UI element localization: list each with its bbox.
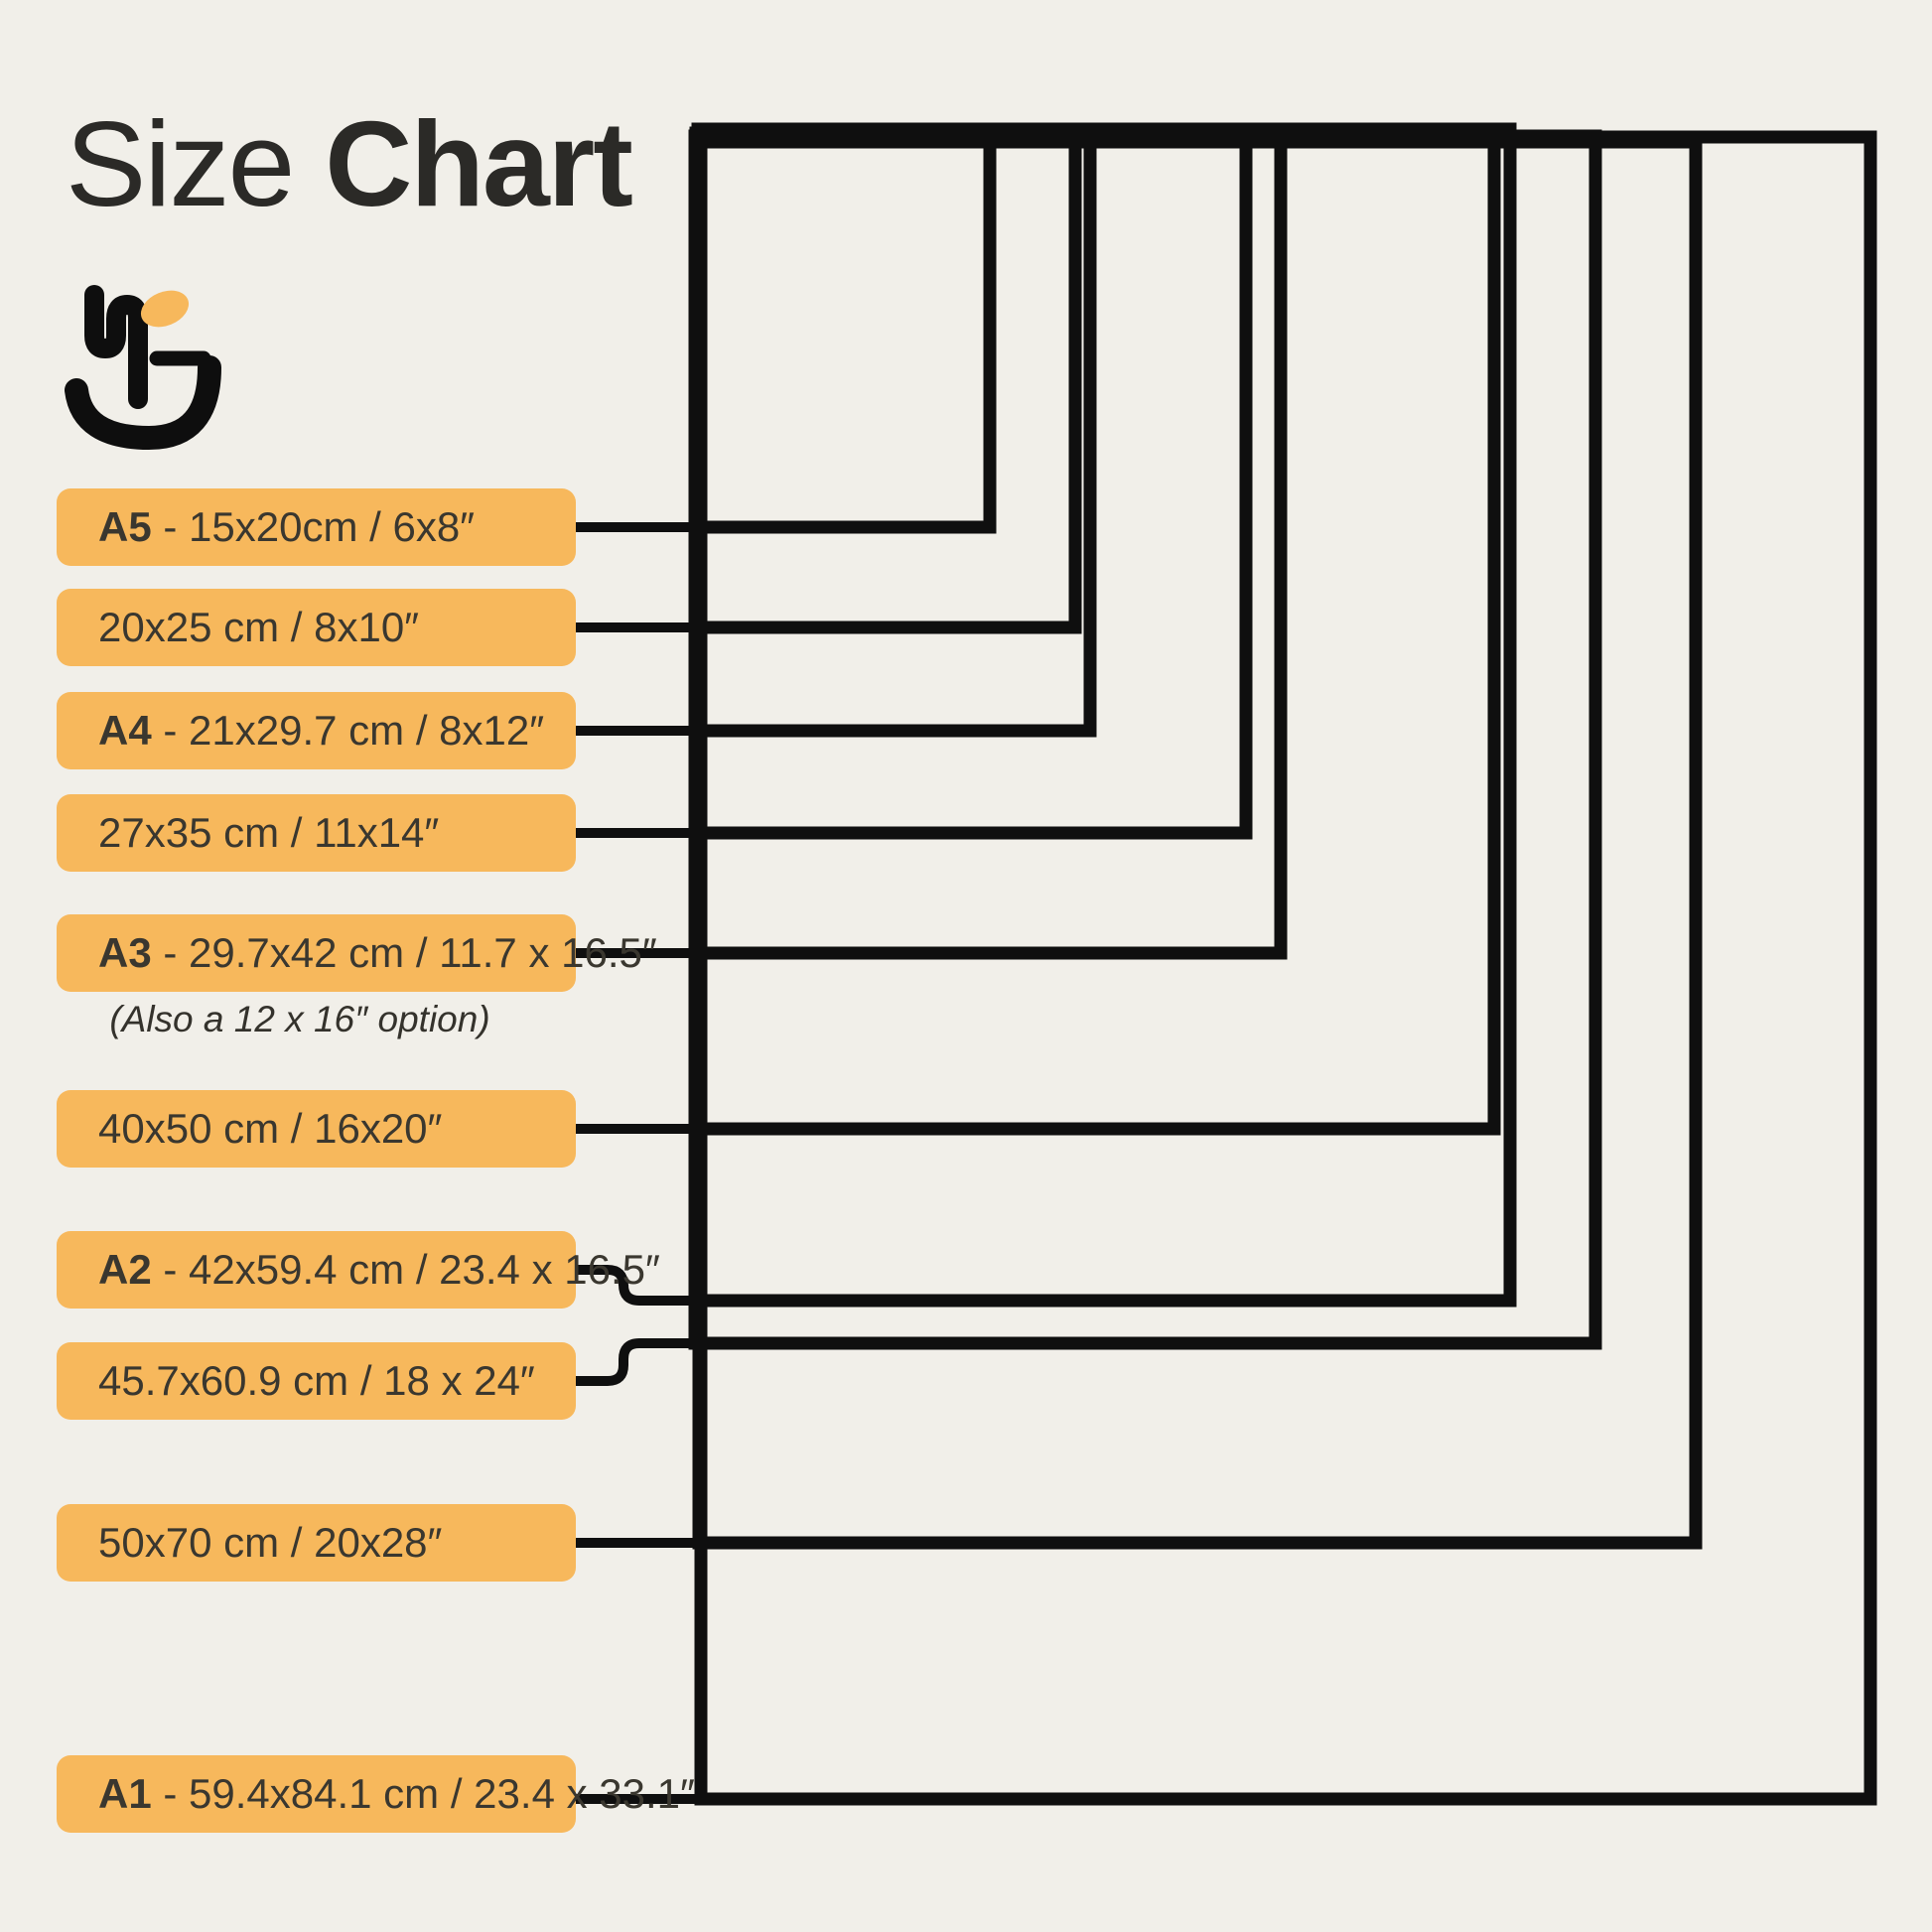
a3-alternate-size-note: (Also a 12 x 16″ option) — [109, 999, 490, 1039]
size-label-pill-8x10 — [57, 589, 576, 666]
size-dimensions: - 21x29.7 cm / 8x12″ — [151, 707, 545, 754]
size-code: A2 — [98, 1246, 152, 1293]
size-rect-8x10 — [699, 130, 1075, 627]
brand-logo-icon — [76, 284, 209, 438]
size-label-pill-a5 — [57, 488, 576, 566]
size-code: A4 — [98, 707, 152, 754]
size-dimensions: 20x25 cm / 8x10″ — [98, 604, 420, 650]
size-label-pill-18x24 — [57, 1342, 576, 1420]
size-dimensions: - 15x20cm / 6x8″ — [151, 503, 476, 550]
size-code: A1 — [98, 1770, 152, 1817]
size-dimensions: 27x35 cm / 11x14″ — [98, 809, 440, 856]
size-dimensions: 40x50 cm / 16x20″ — [98, 1105, 443, 1152]
size-rect-a4 — [696, 136, 1090, 731]
page-title-regular: Size — [66, 96, 326, 231]
size-rect-a5 — [696, 134, 990, 527]
size-label-pill-a3 — [57, 914, 657, 992]
size-dimensions: 50x70 cm / 20x28″ — [98, 1519, 443, 1566]
size-code: A5 — [98, 503, 152, 550]
size-label-pill-11x14 — [57, 794, 576, 872]
size-dimensions: - 29.7x42 cm / 11.7 x 16.5″ — [151, 929, 657, 976]
size-label-pill-a2 — [57, 1231, 660, 1309]
size-dimensions: 45.7x60.9 cm / 18 x 24″ — [98, 1357, 535, 1404]
size-rect-18x24 — [695, 136, 1595, 1343]
size-label-pill-16x20 — [57, 1090, 576, 1168]
size-code: A3 — [98, 929, 152, 976]
logo-hand-squiggle — [94, 295, 138, 399]
size-label-pill-20x28 — [57, 1504, 576, 1582]
size-dimensions: - 59.4x84.1 cm / 23.4 x 33.1″ — [151, 1770, 695, 1817]
size-label-pill-a1 — [57, 1755, 695, 1833]
size-rect-20x28 — [699, 142, 1696, 1543]
page-title — [66, 96, 631, 231]
size-dimensions: - 42x59.4 cm / 23.4 x 16.5″ — [151, 1246, 660, 1293]
page-title-bold: Chart — [325, 96, 631, 231]
size-label-pill-a4 — [57, 692, 576, 769]
